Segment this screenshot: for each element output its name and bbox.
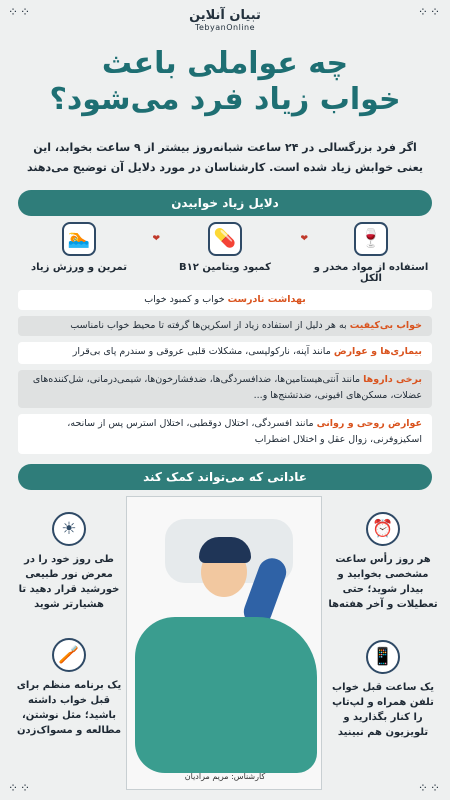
cause-item-vitamin	[160, 222, 290, 273]
logo-english: TebyanOnline	[194, 23, 256, 32]
brand-logo	[0, 5, 450, 32]
habit-item-routine	[14, 638, 124, 738]
cause-item-alcohol	[306, 222, 436, 284]
heart-icon: ❤	[300, 234, 308, 244]
habits-section	[0, 490, 450, 795]
fact-highlight: خواب بی‌کیفیت	[349, 320, 422, 331]
fact-text: به هر دلیل از استفاده زیاد از اسکرین‌ها گرفته تا محیط خواب نامناسب	[70, 320, 350, 331]
section-causes-header: دلایل زیاد خوابیدن	[18, 190, 432, 216]
corner-ornament-top-right: ⁘⁘	[417, 5, 442, 19]
habit-item-schedule	[328, 512, 438, 612]
alarm-clock-icon: ⏰	[366, 512, 400, 546]
corner-ornament-bottom-right: ⁘⁘	[417, 781, 442, 795]
fact-text: مانند افسردگی، اختلال دوقطبی، اختلال استرس پس از سانحه، اسکیزوفرنی، زوال عقل و اختلال اضطراب	[67, 418, 422, 445]
habit-item-screens	[328, 640, 438, 740]
habit-item-sunlight	[14, 512, 124, 612]
phone-icon: 📱	[366, 640, 400, 674]
corner-ornament-top-left: ⁘⁘	[8, 5, 33, 19]
habit-text: هر روز رأس ساعت مشخصی بخوابید و بیدار شوید؛ حتی تعطیلات و آخر هفته‌ها	[328, 554, 438, 610]
sun-icon: ☀	[52, 512, 86, 546]
fact-highlight: برخی داروها	[363, 374, 422, 385]
intro-paragraph: اگر فرد بزرگسالی در ۲۴ ساعت شبانه‌روز بیشتر از ۹ ساعت بخوابد، این یعنی خوابش زیاد شده است. کارشناسان در مورد دلایل آن توضیح می‌دهند	[26, 141, 424, 174]
habit-text: یک برنامه منظم برای قبل خواب داشته باشید؛ مثل نوشتن، مطالعه و مسواک‌زدن	[16, 680, 122, 736]
fact-highlight: بیماری‌ها و عوارض	[333, 346, 422, 357]
cause-label: تمرین و ورزش زیاد	[30, 262, 128, 273]
corner-ornament-bottom-left: ⁘⁘	[8, 781, 33, 795]
fact-text: مانند آنتی‌هیستامین‌ها، ضدافسردگی‌ها، ضدفشارخون‌ها، شیمی‌درمانی، شل‌کننده‌های عضلات، مسکن‌های افیونی، ضدتشنج‌ها و...	[32, 374, 422, 401]
fact-row	[18, 290, 432, 310]
title-line-1: چه عواملی باعث	[101, 46, 349, 81]
swimming-icon: 🏊	[62, 222, 96, 256]
heart-icon: ❤	[152, 234, 160, 244]
logo-persian: تبیان آنلاین	[189, 8, 261, 23]
fact-row	[18, 414, 432, 454]
fact-text: مانند آپنه، نارکولپسی، مشکلات قلبی عروقی و سندرم پای بی‌قرار	[72, 346, 334, 357]
section-habits-header: عاداتی که می‌تواند کمک کند	[18, 464, 432, 490]
cause-label: کمبود ویتامین B۱۲	[179, 262, 271, 273]
toothbrush-icon: 🪥	[52, 638, 86, 672]
fact-row	[18, 342, 432, 364]
cause-label: استفاده از مواد مخدر و الکل	[313, 262, 429, 284]
title-line-2: خواب زیاد فرد می‌شود؟	[49, 82, 401, 117]
bottle-icon: 🍷	[354, 222, 388, 256]
page-title	[0, 46, 450, 118]
fact-row	[18, 316, 432, 336]
cause-item-exercise	[14, 222, 144, 273]
fact-text: خواب و کمبود خواب	[144, 294, 228, 305]
pill-bottle-icon: 💊	[208, 222, 242, 256]
causes-icon-row	[14, 222, 436, 282]
habit-text: یک ساعت قبل خواب تلفن همراه و لپ‌تاپ را کنار بگذارید و تلویزیون هم نبینید	[332, 682, 434, 738]
habit-text: طی روز خود را در معرض نور طبیعی خورشید قرار دهید تا هشیارتر شوید	[18, 554, 120, 610]
fact-row	[18, 370, 432, 408]
fact-highlight: عوارض روحی و روانی	[316, 418, 422, 429]
fact-highlight: بهداشت نادرست	[227, 294, 306, 305]
credit-text: کارشناس: مریم مرادیان	[184, 772, 266, 781]
